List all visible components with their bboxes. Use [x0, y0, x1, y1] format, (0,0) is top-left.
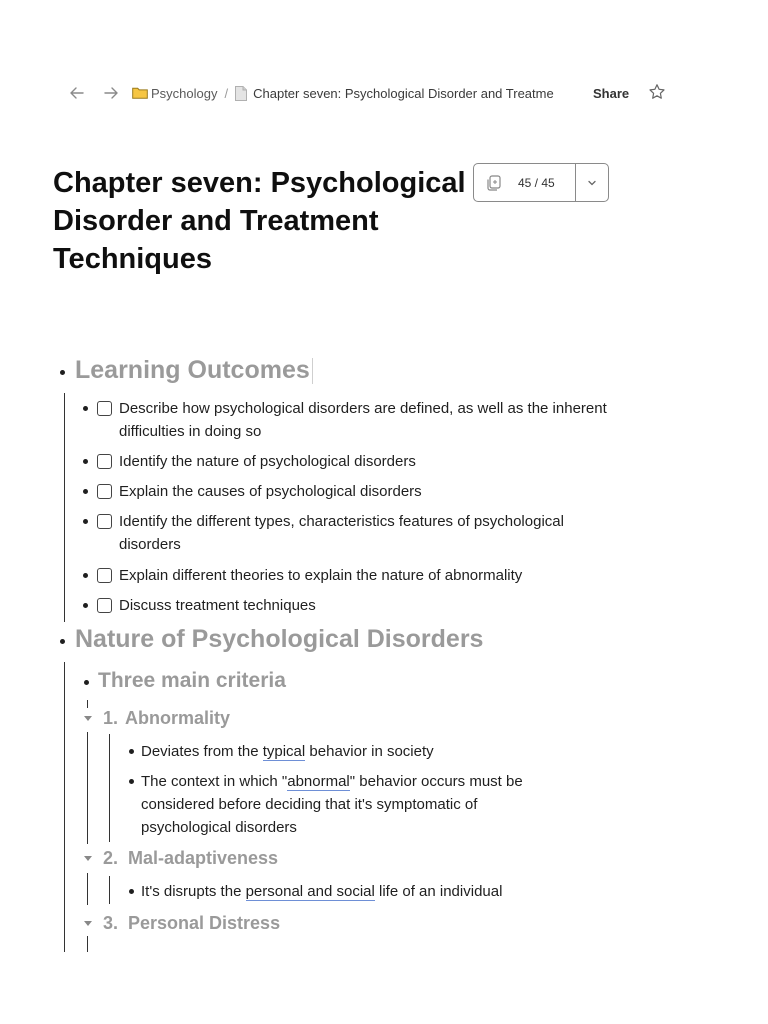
outcome-checkbox[interactable]: [97, 401, 112, 416]
arrow-right-icon: [103, 85, 119, 101]
star-icon[interactable]: [648, 83, 666, 101]
back-button[interactable]: [66, 82, 88, 104]
counter-dropdown[interactable]: [576, 164, 608, 201]
text-cursor: [312, 358, 313, 384]
outcome-checkbox[interactable]: [97, 484, 112, 499]
outcome-checkbox[interactable]: [97, 568, 112, 583]
breadcrumb-separator: /: [224, 85, 229, 101]
bullet[interactable]: [60, 639, 65, 644]
outcome-text[interactable]: Identify the different types, characteristics features of psychological disorders: [119, 513, 564, 553]
heading-nature-of-psychological-disorders[interactable]: Nature of Psychological Disorders: [75, 625, 484, 653]
flashcard-count: 45 / 45: [518, 175, 555, 190]
breadcrumb: [132, 86, 554, 101]
flashcards-icon: [485, 174, 503, 192]
point-text[interactable]: It's disrupts the personal and social life of an individual: [141, 883, 503, 900]
bullet[interactable]: [60, 370, 65, 375]
outcome-text[interactable]: Explain the causes of psychological disorders: [119, 483, 422, 500]
term-link[interactable]: personal and social: [245, 883, 375, 900]
term-link[interactable]: abnormal: [287, 773, 350, 790]
point-text[interactable]: Deviates from the typical behavior in society: [141, 743, 434, 760]
outcome-checkbox[interactable]: [97, 598, 112, 613]
breadcrumb-document[interactable]: [235, 86, 554, 101]
bullet[interactable]: [83, 519, 88, 524]
indent-guide: [87, 936, 88, 952]
list-number: 1.: [103, 708, 119, 728]
outcome-text[interactable]: Explain different theories to explain the nature of abnormality: [119, 567, 523, 584]
heading-personal-distress[interactable]: Personal Distress: [128, 913, 281, 933]
indent-guide: [64, 662, 65, 952]
bullet[interactable]: [83, 459, 88, 464]
bullet[interactable]: [129, 779, 134, 784]
collapse-toggle[interactable]: [84, 716, 92, 721]
breadcrumb-folder[interactable]: [132, 86, 217, 101]
bullet[interactable]: [129, 889, 134, 894]
outcome-checkbox[interactable]: [97, 514, 112, 529]
flashcard-counter: [473, 163, 609, 202]
outcome-checkbox[interactable]: [97, 454, 112, 469]
chevron-down-icon: [587, 178, 597, 188]
forward-button[interactable]: [100, 82, 122, 104]
indent-guide: [109, 876, 110, 904]
outcome-text[interactable]: Identify the nature of psychological disorders: [119, 453, 416, 470]
outcome-text[interactable]: Describe how psychological disorders are defined, as well as the inherent difficulties in doing so: [119, 400, 607, 440]
document-icon: [235, 86, 247, 101]
bullet[interactable]: [83, 489, 88, 494]
indent-guide: [87, 700, 88, 708]
top-bar: [66, 82, 630, 104]
outcome-text[interactable]: Discuss treatment techniques: [119, 597, 316, 614]
bullet[interactable]: [83, 406, 88, 411]
list-number: 3.: [103, 913, 119, 933]
breadcrumb-document-label: Chapter seven: Psychological Disorder and Treatme: [253, 85, 554, 101]
collapse-toggle[interactable]: [84, 921, 92, 926]
indent-guide: [87, 873, 88, 905]
heading-three-main-criteria[interactable]: Three main criteria: [98, 669, 286, 692]
flashcard-counter-button[interactable]: [474, 164, 575, 201]
arrow-left-icon: [69, 85, 85, 101]
heading-abnormality[interactable]: Abnormality: [125, 708, 231, 728]
bullet[interactable]: [129, 749, 134, 754]
bullet[interactable]: [84, 680, 89, 685]
heading-learning-outcomes[interactable]: Learning Outcomes: [75, 356, 313, 385]
indent-guide: [64, 393, 65, 622]
collapse-toggle[interactable]: [84, 856, 92, 861]
indent-guide: [87, 732, 88, 844]
point-text[interactable]: The context in which "abnormal" behavior occurs must be considered before deciding that it's symptomatic of psychological disorders: [141, 773, 523, 836]
folder-icon: [132, 87, 148, 99]
heading-mal-adaptiveness[interactable]: Mal-adaptiveness: [128, 848, 279, 868]
list-number: 2.: [103, 848, 119, 868]
page-title: Chapter seven: Psychological Disorder and Treatment Techniques: [53, 167, 466, 275]
breadcrumb-folder-label: Psychology: [151, 85, 218, 101]
bullet[interactable]: [83, 603, 88, 608]
term-link[interactable]: typical: [262, 743, 306, 760]
share-button[interactable]: Share: [593, 85, 630, 101]
indent-guide: [109, 734, 110, 842]
bullet[interactable]: [83, 573, 88, 578]
